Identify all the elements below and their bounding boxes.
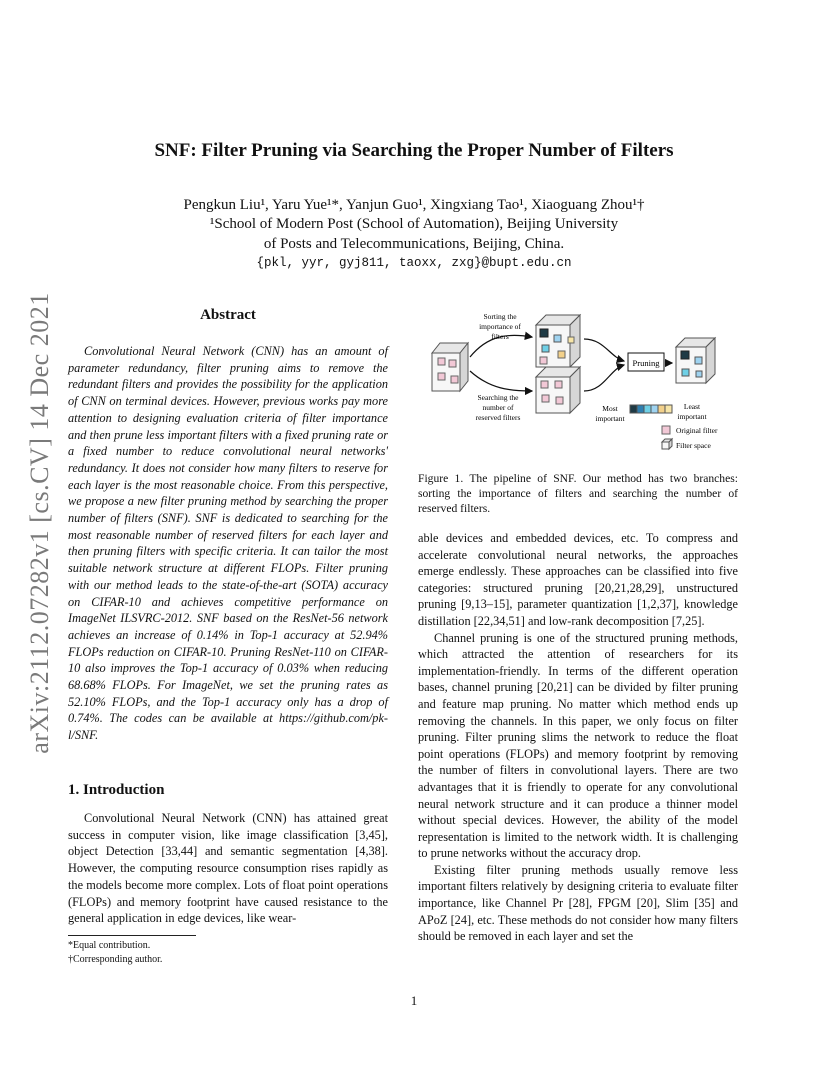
- figure-1-caption: Figure 1. The pipeline of SNF. Our method has two branches: sorting the importance of filters and searching the number of reserved filters.: [418, 472, 738, 515]
- legend-filter-space-label: Filter space: [676, 441, 711, 450]
- searching-label-1: Searching the: [477, 393, 519, 402]
- searching-label-2: number of: [482, 403, 514, 412]
- legend-filter-space-swatch: [662, 439, 672, 449]
- searched-filter-cube: [536, 367, 580, 413]
- arxiv-stamp-text: arXiv:2112.07282v1 [cs.CV] 14 Dec 2021: [25, 291, 54, 754]
- sorted-filter-cube: [536, 315, 580, 367]
- abstract-body: Convolutional Neural Network (CNN) has an amount of parameter redundancy, filter pruning aims to remove the redundant filters and provides the possibility for the application of CNN on terminal devices. However, previous works pay more attention to designing evaluation criteria of filter importance and then prune less important filters with a fixed pruning rate or a fixed number to reduce convolutional neural networks' redundancy. It does not consider how many filters to reserve for each layer is the most reasonable choice. From this perspective, we propose a new filter pruning method by searching the proper number of filters (SNF). SNF is dedicated to searching for the most reasonable number of reserved filters for each layer and then pruning filters with specific criteria. It can tailor the most suitable network structure at different FLOPs. Filter pruning with our method leads to the state-of-the-art (SOTA) accuracy on CIFAR-10 and achieves competitive performance on ImageNet ILSVRC-2012. SNF based on the ResNet-56 network achieves an increase of 0.14% in Top-1 accuracy at 52.94% FLOPs reduction on CIFAR-10. Pruning ResNet-110 on CIFAR-10 also improves the Top-1 accuracy of 0.03% when reducing 68.68% FLOPs. For ImageNet, we set the pruning rates as 52.10% FLOPs, and the Top-1 accuracy only has a drop of 0.74%. The codes can be available at https://github.com/pk-l/SNF.: [68, 344, 388, 743]
- footnote-equal-contribution: *Equal contribution.: [68, 940, 151, 951]
- paper-title: SNF: Filter Pruning via Searching the Proper Number of Filters: [154, 140, 674, 161]
- footnote-corresponding-author: †Corresponding author.: [68, 954, 163, 965]
- page-number: 1: [410, 993, 418, 1008]
- sorting-label-3: filters: [491, 332, 509, 341]
- footnote-rule: [68, 935, 196, 936]
- author-emails: {pkl, yyr, gyj811, taoxx, zxg}@bupt.edu.cn: [256, 256, 572, 270]
- most-important-label-2: important: [595, 414, 625, 423]
- least-important-label-1: Least: [683, 402, 701, 411]
- importance-color-bar: [630, 405, 672, 413]
- legend-original-filter-swatch: [662, 426, 670, 434]
- intro-paragraph-continued: able devices and embedded devices, etc. To compress and accelerate convolutional neural networks, the approaches emerge endlessly. These approaches can be classified into five categories: structured pruning [20,21,28,29], unstructured pruning [9,13–15], parameter quantization [1,2,37], knowledge distillation [22,34,51] and low-rank decomposition [7,25].: [418, 531, 738, 628]
- right-column-text: [418, 530, 738, 945]
- section-heading-introduction: 1. Introduction: [68, 782, 165, 798]
- existing-methods-paragraph: Existing filter pruning methods usually remove less important filters relatively by designing criteria to evaluate filter importance, like Channel Pr [28], FPGM [20], Slim [35] and APoZ [24], etc. These methods do not consider how many filters should be removed in each layer and set the: [418, 862, 738, 944]
- pruning-label: Pruning: [632, 358, 660, 368]
- legend-original-filter-label: Original filter: [676, 426, 718, 435]
- affiliation: [60, 214, 768, 254]
- affiliation-line-1: ¹School of Modern Post (School of Automation), Beijing University: [209, 216, 619, 232]
- arxiv-stamp: [18, 285, 62, 760]
- searching-label-3: reserved filters: [475, 413, 521, 422]
- least-important-label-2: important: [677, 412, 707, 421]
- input-filter-cube: [432, 343, 468, 391]
- author-list: Pengkun Liu¹, Yaru Yue¹*, Yanjun Guo¹, Xingxiang Tao¹, Xiaoguang Zhou¹†: [183, 197, 645, 213]
- channel-pruning-paragraph: Channel pruning is one of the structured pruning methods, which attracted the attention of researchers for its implementation-friendly. In terms of the different operation bases, channel pruning [20,21] can be divided by filter pruning and feature map pruning. No matter which method ends up removing the channels. In this paper, we only focus on filter pruning. Filter pruning slims the network to reduce the float point operations (FLOPs) and memory footprint by removing the number of filters in convolutional layers. There are two advantages that it is friendly to operate for any convolutional neural network structure and it can produce a thinner model without special devices. However, the ability of the model representation is limited to the network width. It is challenging to prune networks without the accuracy drop.: [418, 630, 738, 861]
- sorting-label-2: importance of: [479, 322, 521, 331]
- abstract-heading: Abstract: [200, 307, 256, 323]
- introduction-paragraph: Convolutional Neural Network (CNN) has attained great success in computer vision, like image classification [3,45], object Detection [33,44] and semantic segmentation [4,38]. However, the computing resource consumption rises rapidly as the models become more complex. Lots of float point operations (FLOPs) and memory footprint have caused resistance to the general application in edge devices, like wear-: [68, 811, 388, 926]
- most-important-label-1: Most: [602, 404, 618, 413]
- figure-1-pipeline: [418, 305, 740, 465]
- affiliation-line-2: of Posts and Telecommunications, Beijing, China.: [263, 236, 565, 252]
- pruned-filter-cube: [676, 338, 715, 383]
- sorting-label-1: Sorting the: [483, 312, 517, 321]
